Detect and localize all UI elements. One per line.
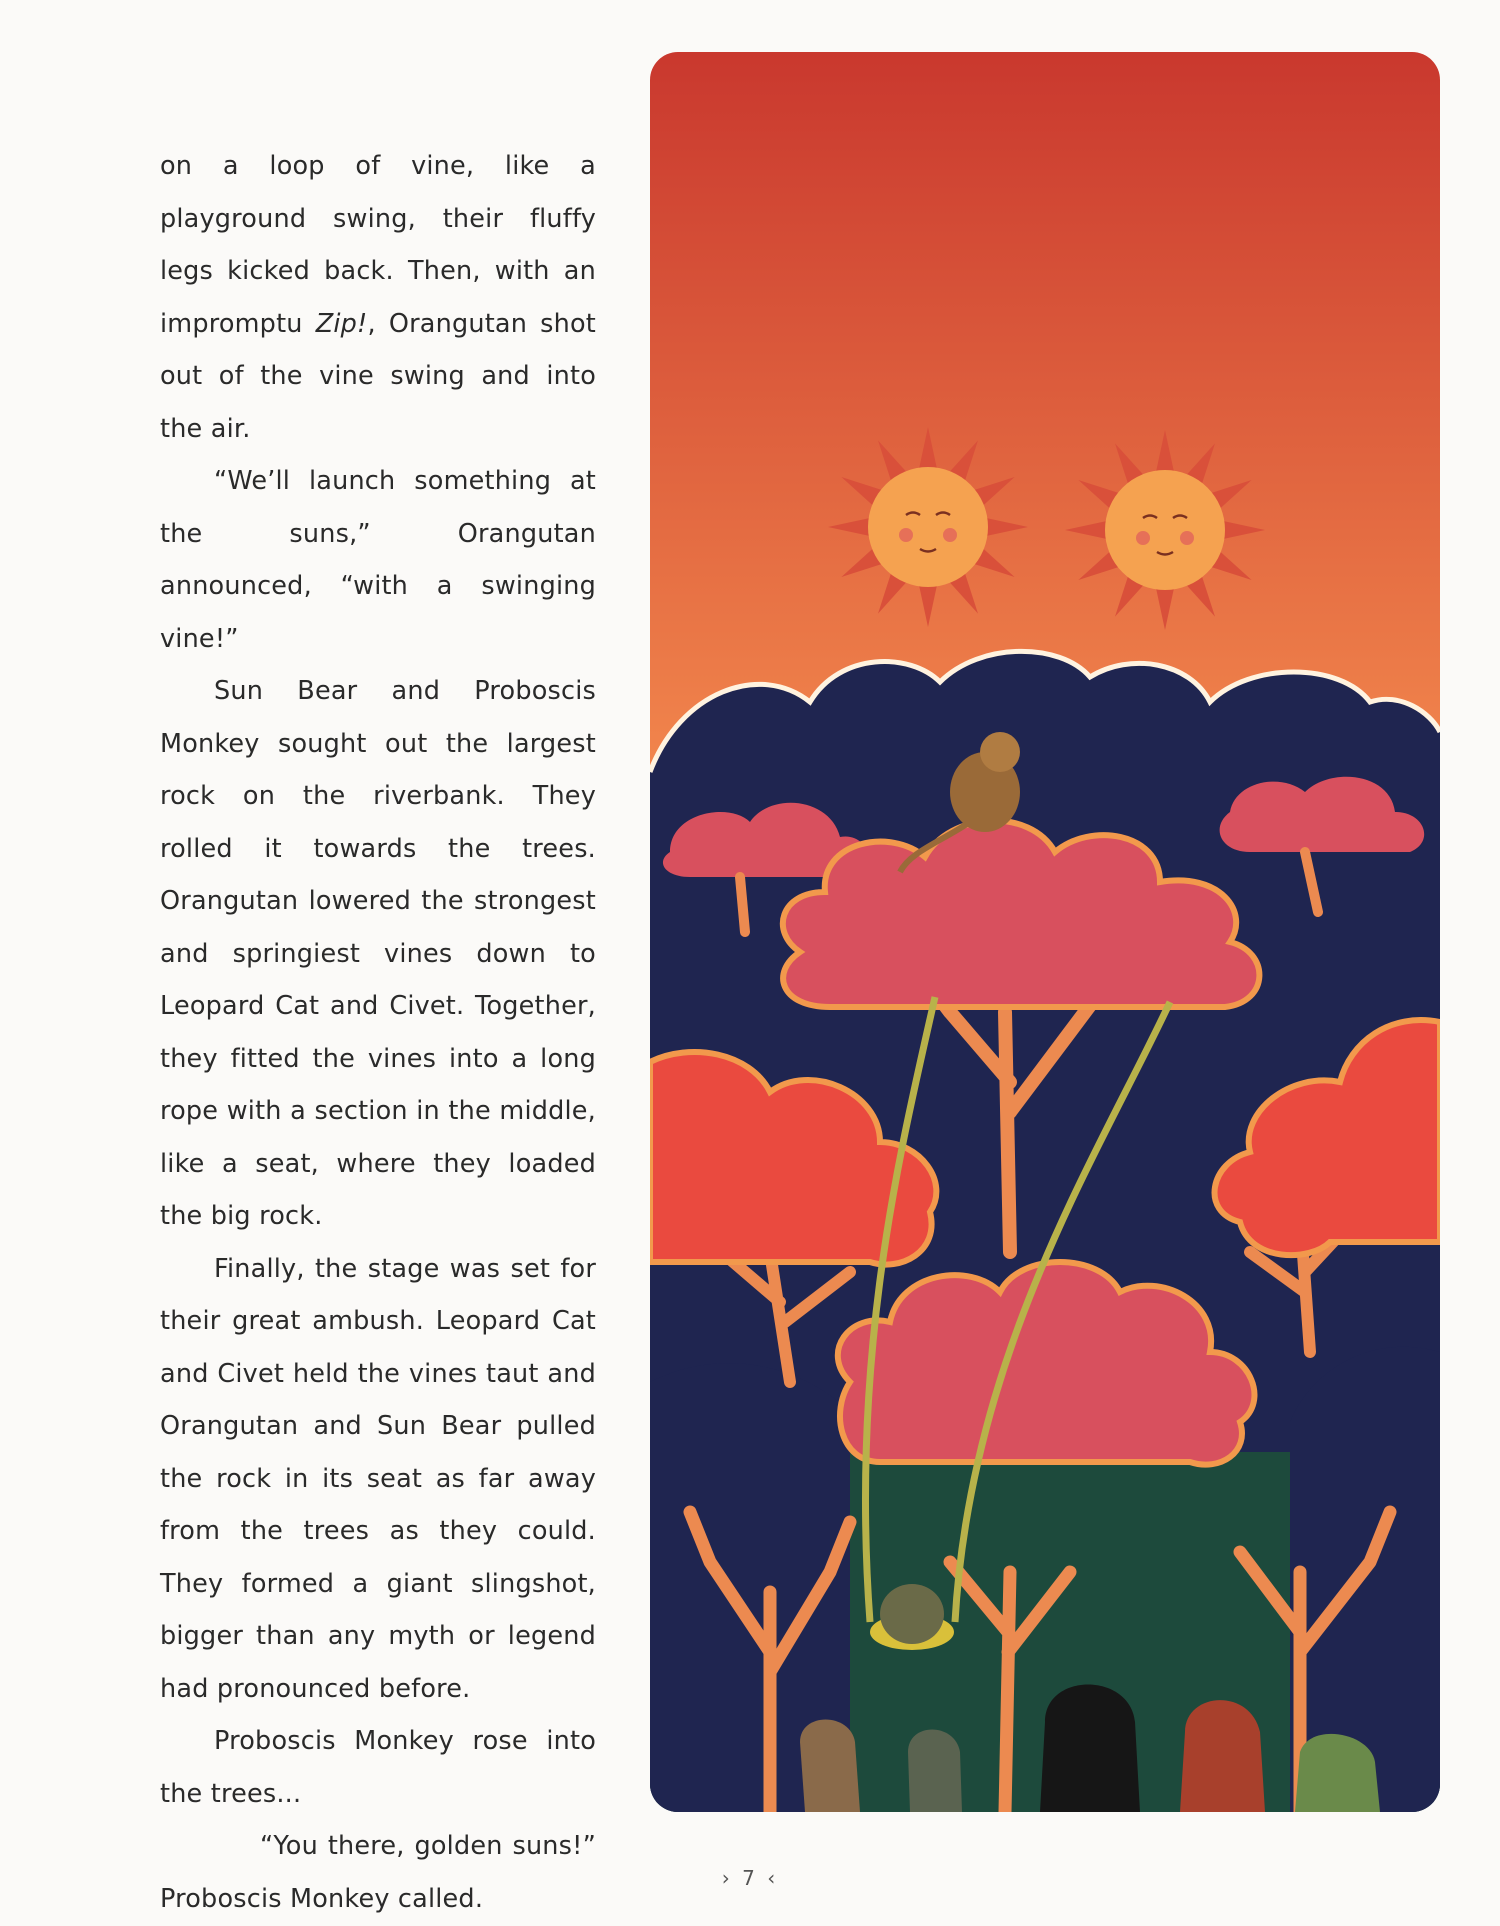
story-text xyxy=(160,140,596,1925)
civet xyxy=(908,1730,962,1813)
paragraph-1: on a loop of vine, like a playground swing, their fluffy legs kicked back. Then, with an impromptu Zip!, Orangutan shot out of the vine swing and into the air. xyxy=(160,151,596,444)
zip-exclamation: Zip! xyxy=(315,308,368,339)
leopard-cat xyxy=(800,1720,860,1813)
sun-right-cheek xyxy=(1136,531,1150,545)
paragraph-4: Finally, the stage was set for their great ambush. Leopard Cat and Civet held the vines taut and Orangutan and Sun Bear pulled the rock in its seat as far away from the trees as they could. They formed a giant slingshot, bigger than any myth or legend had pronounced before. xyxy=(160,1253,596,1704)
paragraph-2: “We’ll launch something at the suns,” Orangutan announced, “with a swinging vine!” xyxy=(160,466,596,654)
sun-right-cheek xyxy=(1180,531,1194,545)
sun-left-cheek xyxy=(899,528,913,542)
paragraph-6: “You there, golden suns!” Proboscis Monkey called. xyxy=(160,1831,596,1914)
illustration xyxy=(650,52,1440,1812)
sun-right-face xyxy=(1105,470,1225,590)
page-number: › 7 ‹ xyxy=(721,1866,779,1890)
big-rock xyxy=(880,1584,944,1644)
proboscis-monkey xyxy=(1180,1700,1265,1812)
sun-left-face xyxy=(868,467,988,587)
sun-left-cheek xyxy=(943,528,957,542)
sun-bear xyxy=(1040,1685,1140,1813)
paragraph-5: Proboscis Monkey rose into the trees... xyxy=(160,1726,596,1809)
paragraph-3: Sun Bear and Proboscis Monkey sought out the largest rock on the riverbank. They rolled it towards the trees. Orangutan lowered the strongest and springiest vines down to Leopard Cat and Civet. Together, they fitted the vines into a long rope with a section in the middle, like a seat, where they loaded the big rock. xyxy=(160,676,596,1231)
